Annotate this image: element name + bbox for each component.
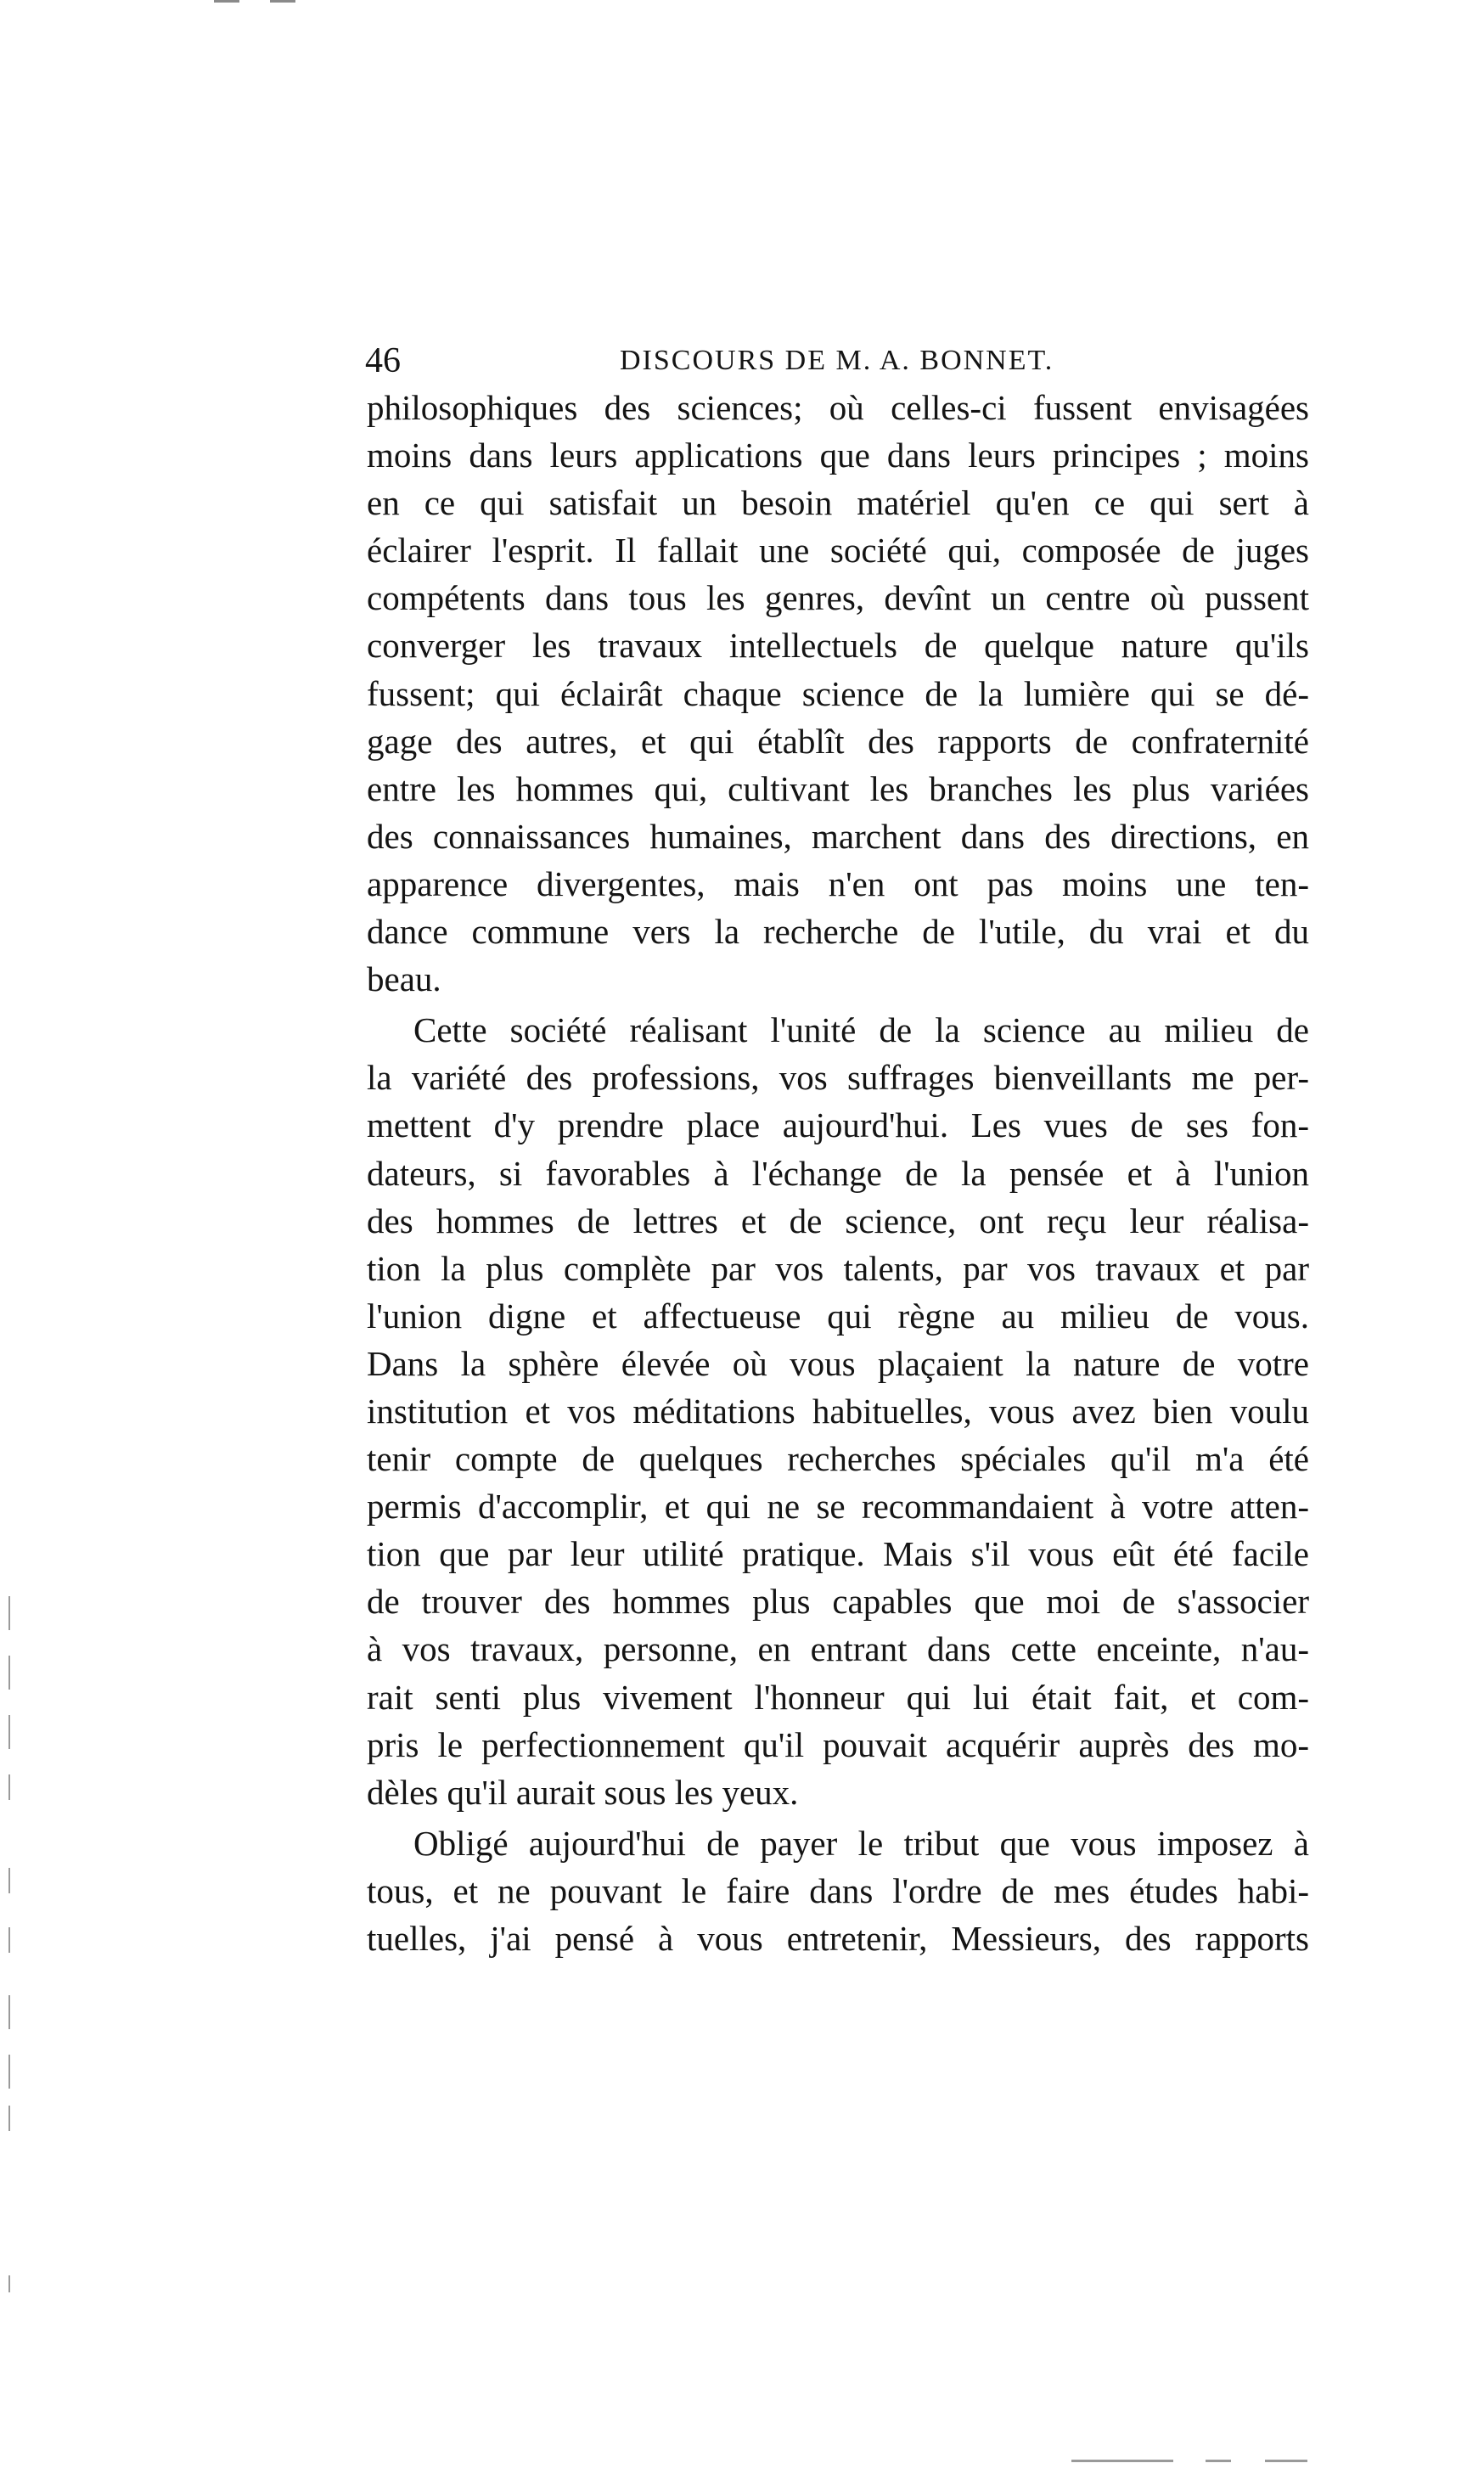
text-line: dance commune vers la recherche de l'utile, du vrai et du bbox=[367, 912, 1309, 952]
margin-mark bbox=[8, 1995, 10, 2029]
margin-mark bbox=[8, 1774, 10, 1800]
text-line: converger les travaux intellectuels de quelque nature qu'ils bbox=[367, 626, 1309, 666]
margin-mark bbox=[8, 2106, 10, 2131]
top-edge-mark bbox=[270, 0, 295, 3]
margin-mark bbox=[8, 1715, 10, 1749]
text-line: rait senti plus vivement l'honneur qui lui était fait, et com- bbox=[367, 1677, 1309, 1717]
text-line: tuelles, j'ai pensé à vous entretenir, Messieurs, des rapports bbox=[367, 1919, 1309, 1958]
text-line: Dans la sphère élevée où vous plaçaient la nature de votre bbox=[367, 1343, 1309, 1383]
text-line: des hommes de lettres et de science, ont reçu leur réalisa- bbox=[367, 1201, 1309, 1240]
text-line: Cette société réalisant l'unité de la science au milieu de bbox=[413, 1010, 1309, 1050]
text-line: fussent; qui éclairât chaque science de la lumière qui se dé- bbox=[367, 673, 1309, 713]
bottom-edge-mark bbox=[1206, 2460, 1231, 2462]
text-line: de trouver des hommes plus capables que moi de s'associer bbox=[367, 1582, 1309, 1622]
text-line: dateurs, si favorables à l'échange de la pensée et à l'union bbox=[367, 1153, 1309, 1193]
running-head: DISCOURS DE M. A. BONNET. bbox=[620, 345, 1054, 376]
page-number: 46 bbox=[365, 341, 401, 380]
text-line: tion que par leur utilité pratique. Mais s'il vous eût été facile bbox=[367, 1534, 1309, 1574]
text-line: pris le perfectionnement qu'il pouvait acquérir auprès des mo- bbox=[367, 1724, 1309, 1764]
text-line: gage des autres, et qui établît des rapports de confraternité bbox=[367, 721, 1309, 761]
margin-mark bbox=[8, 2055, 10, 2089]
text-line: en ce qui satisfait un besoin matériel qu'en ce qui sert à bbox=[367, 483, 1309, 523]
page-header bbox=[365, 335, 1307, 386]
text-line: philosophiques des sciences; où celles-ci fussent envisagées bbox=[367, 388, 1309, 427]
text-line: entre les hommes qui, cultivant les branches les plus variées bbox=[367, 768, 1309, 808]
text-line: éclairer l'esprit. Il fallait une société qui, composée de juges bbox=[367, 531, 1309, 571]
text-line: tenir compte de quelques recherches spéciales qu'il m'a été bbox=[367, 1439, 1309, 1479]
text-line: moins dans leurs applications que dans leurs principes ; moins bbox=[367, 436, 1309, 475]
margin-mark bbox=[8, 1927, 10, 1953]
text-line: institution et vos méditations habituelles, vous avez bien voulu bbox=[367, 1391, 1309, 1431]
margin-mark bbox=[8, 1596, 10, 1630]
top-edge-mark bbox=[214, 0, 239, 3]
text-line: dèles qu'il aurait sous les yeux. bbox=[367, 1772, 799, 1812]
text-line: des connaissances humaines, marchent dans des directions, en bbox=[367, 816, 1309, 856]
text-line: mettent d'y prendre place aujourd'hui. Les vues de ses fon- bbox=[367, 1105, 1309, 1145]
text-line: Obligé aujourd'hui de payer le tribut que vous imposez à bbox=[413, 1823, 1309, 1863]
paragraph bbox=[367, 1006, 1309, 1816]
text-line: l'union digne et affectueuse qui règne au milieu de vous. bbox=[367, 1296, 1309, 1336]
bottom-edge-mark bbox=[1071, 2460, 1173, 2462]
body-text bbox=[367, 384, 1309, 1962]
text-line: apparence divergentes, mais n'en ont pas moins une ten- bbox=[367, 863, 1309, 903]
text-line: la variété des professions, vos suffrages bienveillants me per- bbox=[367, 1058, 1309, 1098]
text-line: tous, et ne pouvant le faire dans l'ordre de mes études habi- bbox=[367, 1870, 1309, 1910]
text-line: à vos travaux, personne, en entrant dans cette enceinte, n'au- bbox=[367, 1629, 1309, 1669]
margin-mark bbox=[8, 1656, 10, 1690]
text-line: permis d'accomplir, et qui ne se recommandaient à votre atten- bbox=[367, 1487, 1309, 1527]
margin-mark bbox=[8, 2275, 10, 2292]
bottom-edge-mark bbox=[1265, 2460, 1307, 2462]
margin-mark bbox=[8, 1868, 10, 1893]
text-line: beau. bbox=[367, 959, 441, 999]
paragraph bbox=[367, 1819, 1309, 1962]
paragraph bbox=[367, 384, 1309, 1003]
text-line: tion la plus complète par vos talents, par vos travaux et par bbox=[367, 1248, 1309, 1288]
text-line: compétents dans tous les genres, devînt un centre où pussent bbox=[367, 578, 1309, 618]
